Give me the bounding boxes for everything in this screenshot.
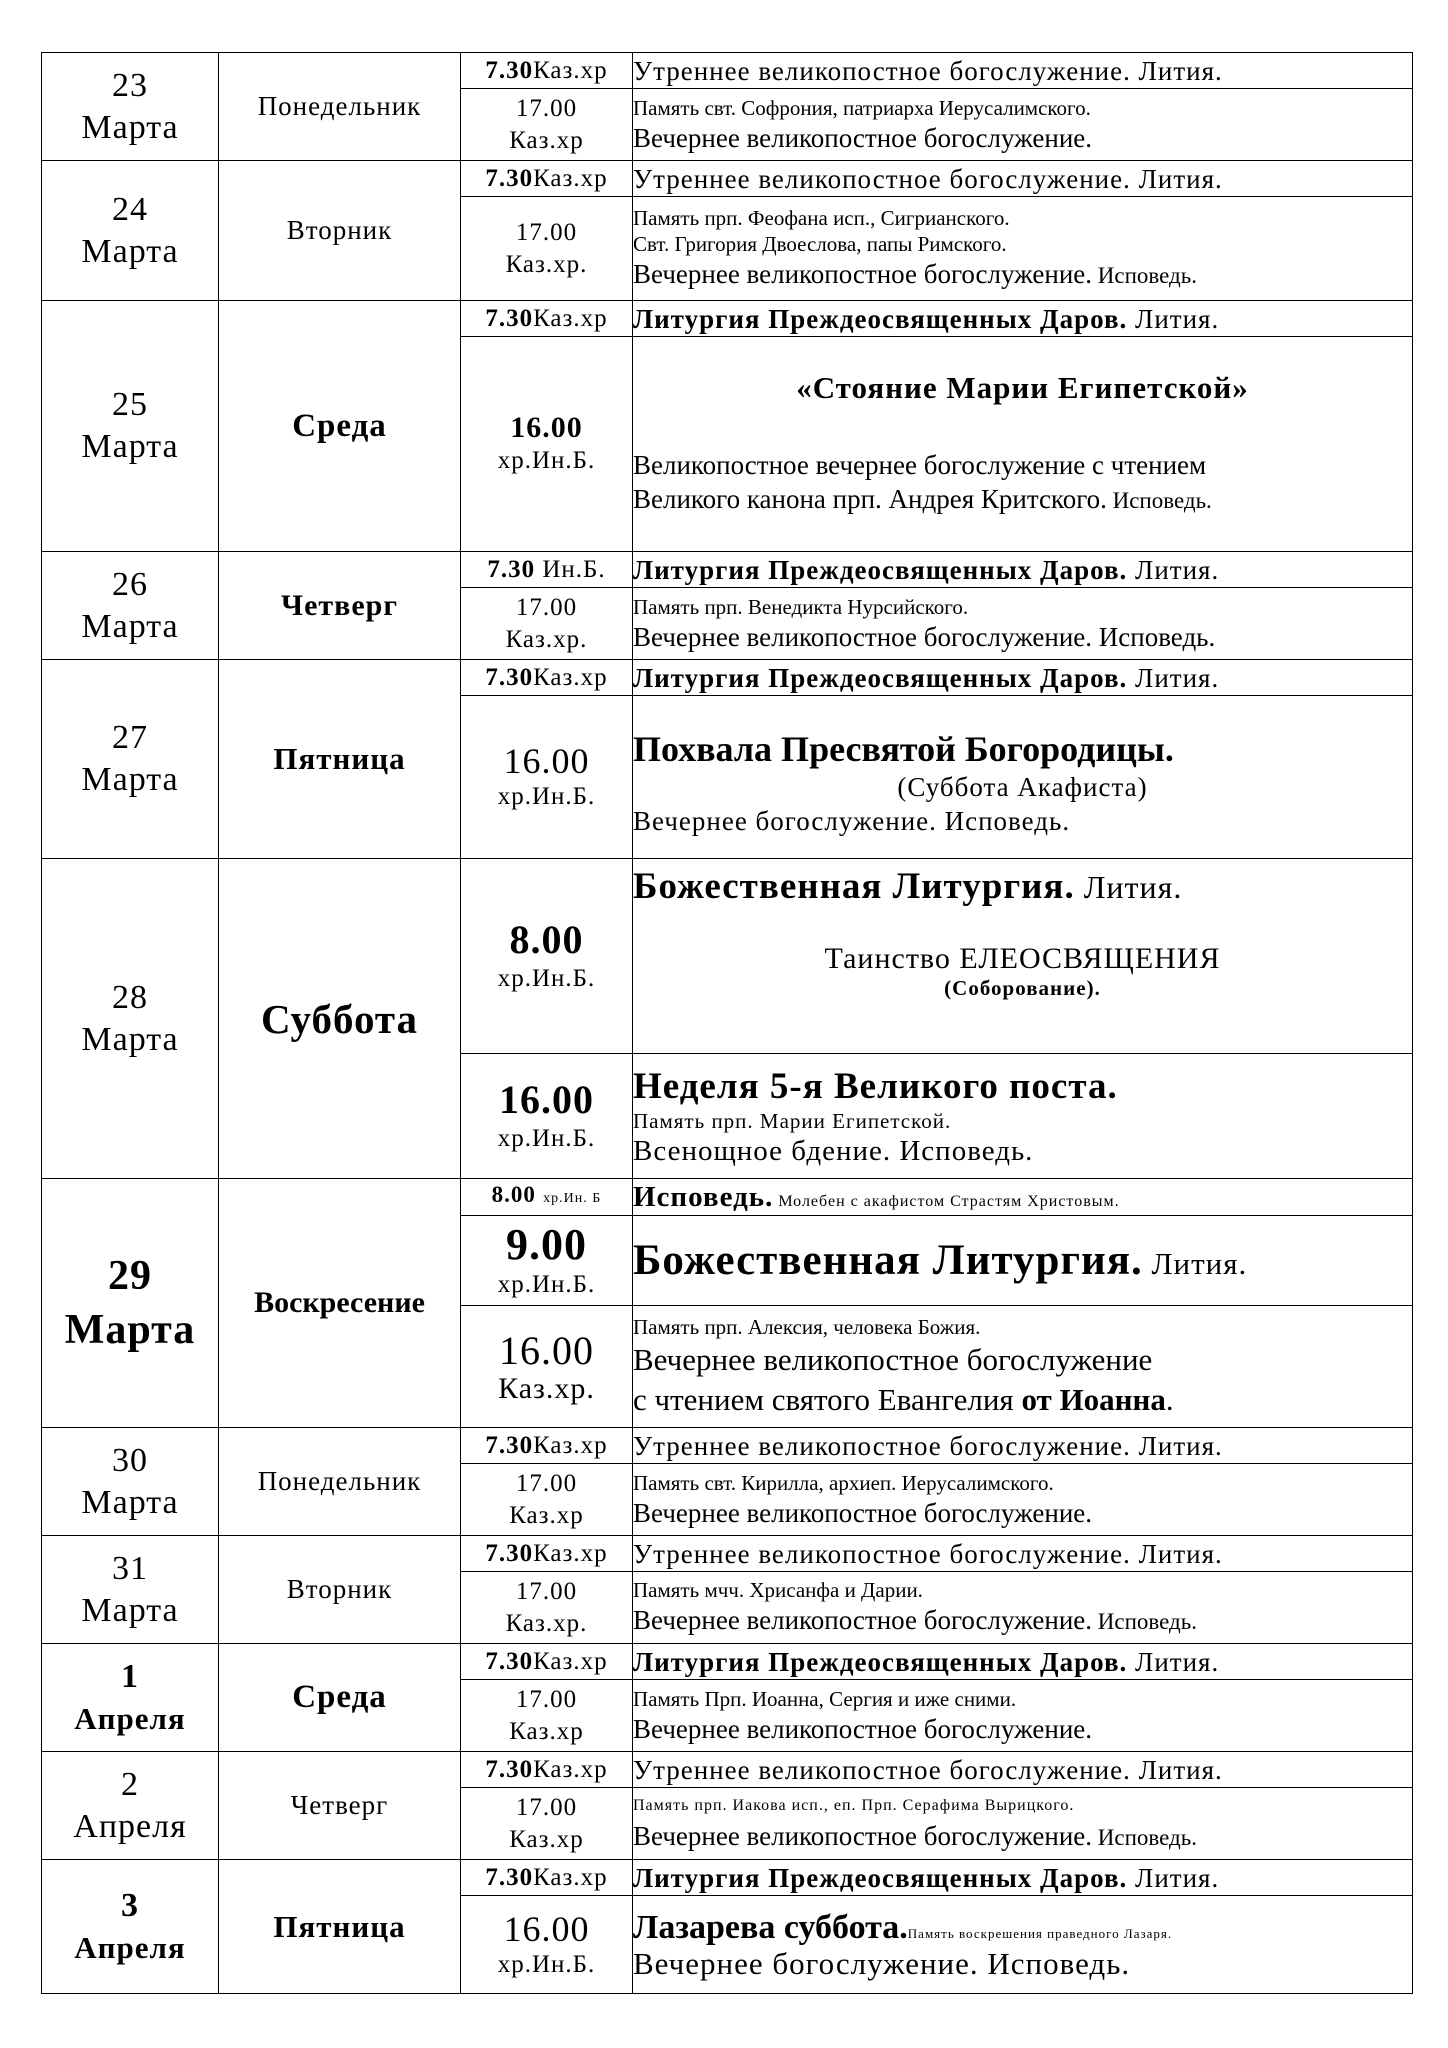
- time-cell: 7.30Каз.хр: [461, 53, 633, 89]
- time-cell: 16.00 хр.Ин.Б.: [461, 337, 633, 552]
- date-cell: 3 Апреля: [42, 1860, 219, 1994]
- time-cell: 17.00 Каз.хр.: [461, 588, 633, 660]
- service-cell: Память свт. Софрония, патриарха Иерусалимского. Вечернее великопостное богослужение.: [633, 89, 1413, 161]
- service-cell: Божественная Литургия. Лития. Таинство ЕЛЕОСВЯЩЕНИЯ (Соборование).: [633, 859, 1413, 1054]
- weekday-cell: Четверг: [219, 552, 461, 660]
- date-cell: 1 Апреля: [42, 1644, 219, 1752]
- table-row: [42, 1536, 1413, 1572]
- service-cell: Утреннее великопостное богослужение. Лития.: [633, 1752, 1413, 1788]
- time-cell: 7.30Каз.хр: [461, 1428, 633, 1464]
- table-row: [42, 1752, 1413, 1788]
- table-row: [42, 301, 1413, 337]
- time-cell: 17.00 Каз.хр.: [461, 197, 633, 301]
- date-cell: 26 Марта: [42, 552, 219, 660]
- service-cell: Литургия Преждеосвященных Даров. Лития.: [633, 552, 1413, 588]
- table-row: [42, 1644, 1413, 1680]
- weekday-cell: Пятница: [219, 660, 461, 859]
- date-cell: 25 Марта: [42, 301, 219, 552]
- service-cell: Литургия Преждеосвященных Даров. Лития.: [633, 301, 1413, 337]
- time-cell: 16.00 хр.Ин.Б.: [461, 1896, 633, 1994]
- time-cell: 17.00 Каз.хр: [461, 1680, 633, 1752]
- weekday-cell: Пятница: [219, 1860, 461, 1994]
- time-cell: 17.00 Каз.хр: [461, 1788, 633, 1860]
- table-row: [42, 161, 1413, 197]
- service-cell: Лазарева суббота.Память воскрешения праведного Лазаря. Вечернее богослужение. Исповедь.: [633, 1896, 1413, 1994]
- date-cell: 30 Марта: [42, 1428, 219, 1536]
- date-cell: 28 Марта: [42, 859, 219, 1179]
- table-row: [42, 552, 1413, 588]
- service-cell: Память мчч. Хрисанфа и Дарии. Вечернее великопостное богослужение. Исповедь.: [633, 1572, 1413, 1644]
- time-cell: 8.00 хр.Ин. Б: [461, 1179, 633, 1216]
- time-cell: 17.00 Каз.хр: [461, 89, 633, 161]
- table-row: [42, 1428, 1413, 1464]
- table-row: [42, 53, 1413, 89]
- time-cell: 7.30Каз.хр: [461, 1536, 633, 1572]
- service-cell: Память прп. Венедикта Нурсийского. Вечернее великопостное богослужение. Исповедь.: [633, 588, 1413, 660]
- time-cell: 17.00 Каз.хр.: [461, 1572, 633, 1644]
- service-cell: Память прп. Иакова исп., еп. Прп. Серафима Вырицкого. Вечернее великопостное богослужение. Исповедь.: [633, 1788, 1413, 1860]
- time-cell: 7.30Каз.хр: [461, 1644, 633, 1680]
- time-cell: 16.00 хр.Ин.Б.: [461, 696, 633, 859]
- weekday-cell: Вторник: [219, 1536, 461, 1644]
- time-cell: 7.30Каз.хр: [461, 161, 633, 197]
- table-row: [42, 1860, 1413, 1896]
- service-cell: Литургия Преждеосвященных Даров. Лития.: [633, 1644, 1413, 1680]
- table-row: [42, 660, 1413, 696]
- time-cell: 7.30Каз.хр: [461, 660, 633, 696]
- service-cell: Утреннее великопостное богослужение. Лития.: [633, 1536, 1413, 1572]
- weekday-cell: Среда: [219, 301, 461, 552]
- date-cell: 27 Марта: [42, 660, 219, 859]
- date-cell: 23 Марта: [42, 53, 219, 161]
- time-cell: 16.00 Каз.хр.: [461, 1306, 633, 1428]
- time-cell: 8.00 хр.Ин.Б.: [461, 859, 633, 1054]
- date-cell: 24 Марта: [42, 161, 219, 301]
- service-cell: Утреннее великопостное богослужение. Лития.: [633, 53, 1413, 89]
- service-cell: Утреннее великопостное богослужение. Лития.: [633, 161, 1413, 197]
- service-cell: Память свт. Кирилла, архиеп. Иерусалимского. Вечернее великопостное богослужение.: [633, 1464, 1413, 1536]
- service-cell: Литургия Преждеосвященных Даров. Лития.: [633, 1860, 1413, 1896]
- date-cell: 31 Марта: [42, 1536, 219, 1644]
- weekday-cell: Воскресение: [219, 1179, 461, 1428]
- time-cell: 7.30Каз.хр: [461, 301, 633, 337]
- table-row: [42, 859, 1413, 1054]
- weekday-cell: Суббота: [219, 859, 461, 1179]
- weekday-cell: Четверг: [219, 1752, 461, 1860]
- service-cell: Память прп. Алексия, человека Божия. Вечернее великопостное богослужение с чтением святого Евангелия от Иоанна.: [633, 1306, 1413, 1428]
- time-cell: 16.00 хр.Ин.Б.: [461, 1054, 633, 1179]
- service-cell: Исповедь. Молебен с акафистом Страстям Христовым.: [633, 1179, 1413, 1216]
- weekday-cell: Среда: [219, 1644, 461, 1752]
- time-cell: 7.30 Ин.Б.: [461, 552, 633, 588]
- time-cell: 7.30Каз.хр: [461, 1752, 633, 1788]
- weekday-cell: Понедельник: [219, 1428, 461, 1536]
- date-cell: 29 Марта: [42, 1179, 219, 1428]
- weekday-cell: Понедельник: [219, 53, 461, 161]
- service-cell: Неделя 5-я Великого поста. Память прп. Марии Египетской. Всенощное бдение. Исповедь.: [633, 1054, 1413, 1179]
- time-cell: 17.00 Каз.хр: [461, 1464, 633, 1536]
- service-cell: Божественная Литургия. Лития.: [633, 1216, 1413, 1306]
- table-row: [42, 1179, 1413, 1216]
- time-cell: 9.00 хр.Ин.Б.: [461, 1216, 633, 1306]
- service-cell: Память Прп. Иоанна, Сергия и иже сними. Вечернее великопостное богослужение.: [633, 1680, 1413, 1752]
- service-cell: Утреннее великопостное богослужение. Лития.: [633, 1428, 1413, 1464]
- schedule-table: [41, 52, 1413, 1994]
- service-cell: «Стояние Марии Египетской» Великопостное вечернее богослужение с чтением Великого канона прп. Андрея Критского. Исповедь.: [633, 337, 1413, 552]
- time-cell: 7.30Каз.хр: [461, 1860, 633, 1896]
- service-cell: Похвала Пресвятой Богородицы. (Суббота Акафиста) Вечернее богослужение. Исповедь.: [633, 696, 1413, 859]
- date-cell: 2 Апреля: [42, 1752, 219, 1860]
- service-cell: Литургия Преждеосвященных Даров. Лития.: [633, 660, 1413, 696]
- weekday-cell: Вторник: [219, 161, 461, 301]
- service-cell: Память прп. Феофана исп., Сигрианского. Свт. Григория Двоеслова, папы Римского. Вечернее великопостное богослужение. Исповедь.: [633, 197, 1413, 301]
